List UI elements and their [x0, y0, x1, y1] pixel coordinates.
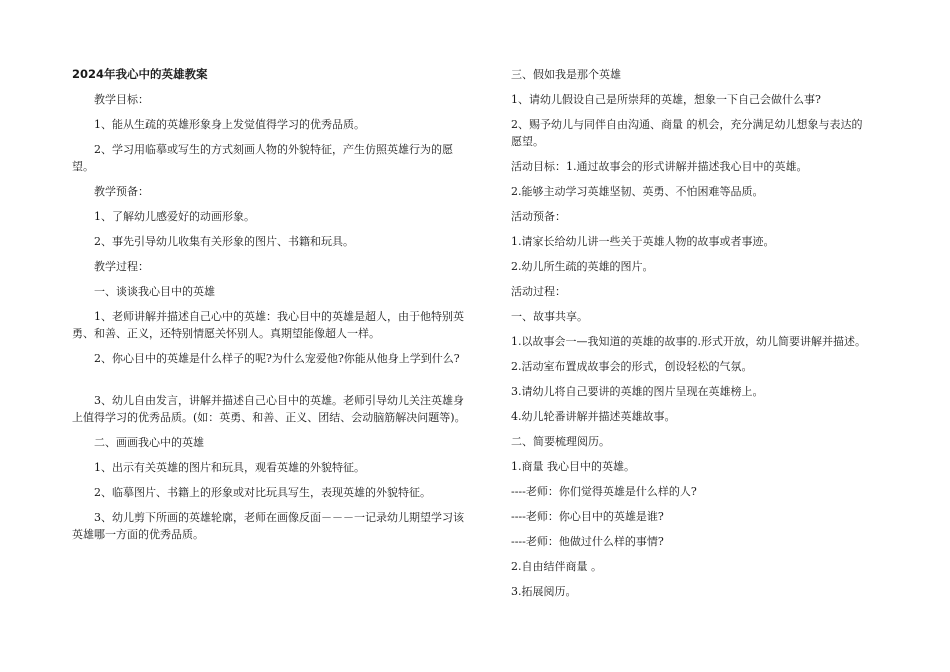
paragraph: 活动预备：: [511, 210, 566, 223]
paragraph: 3.请幼儿将自己要讲的英雄的图片呈现在英雄榜上。: [511, 385, 764, 398]
paragraph: 活动过程：: [511, 285, 566, 298]
paragraph: 1.以故事会一—我知道的英雄的故事的.形式开放，幼儿简要讲解并描述。: [511, 335, 866, 348]
paragraph: 4.幼儿轮番讲解并描述英雄故事。: [511, 410, 676, 423]
paragraph: 二、画画我心中的英雄: [94, 436, 204, 449]
paragraph: 1、出示有关英雄的图片和玩具，观看英雄的外貌特征。: [94, 461, 365, 474]
paragraph: 2.能够主动学习英雄坚韧、英勇、不怕困难等品质。: [511, 185, 764, 198]
paragraph: 教学目标：: [94, 93, 149, 106]
paragraph: 3.拓展阅历。: [511, 585, 577, 598]
left-column: [72, 66, 472, 551]
paragraph: 2、事先引导幼儿收集有关形象的图片、书籍和玩具。: [94, 235, 354, 248]
paragraph: 1、能从生疏的英雄形象身上发觉值得学习的优秀品质。: [94, 118, 365, 131]
paragraph: 教学过程：: [94, 260, 149, 273]
paragraph: 1.商量 我心目中的英雄。: [511, 460, 635, 473]
paragraph: 教学预备：: [94, 185, 149, 198]
paragraph: 1、了解幼儿感爱好的动画形象。: [94, 210, 255, 223]
paragraph: 二、简要梳理阅历。: [511, 435, 610, 448]
paragraph: 三、假如我是那个英雄: [511, 68, 621, 81]
paragraph: 1、老师讲解并描述自己心中的英雄：我心目中的英雄是超人，由于他特别英勇、和善、正义，还特别情愿关怀别人。真期望能像超人一样。: [72, 310, 464, 340]
paragraph: ----老师：他做过什么样的事情?: [511, 535, 664, 548]
paragraph: 2.幼儿所生疏的英雄的图片。: [511, 260, 654, 273]
paragraph: 2、你心目中的英雄是什么样子的呢?为什么宠爱他?你能从他身上学到什么?: [94, 352, 460, 365]
paragraph: 3、幼儿自由发言，讲解并描述自己心目中的英雄。老师引导幼儿关注英雄身上值得学习的优秀品质。(如：英勇、和善、正义、团结、会动脑筋解决问题等)。: [72, 394, 466, 424]
paragraph: ----老师：你心目中的英雄是谁?: [511, 510, 664, 523]
paragraph: 2.活动室布置成故事会的形式，创设轻松的气氛。: [511, 360, 753, 373]
paragraph: 2、临摹图片、书籍上的形象或对比玩具写生，表现英雄的外貌特征。: [94, 486, 431, 499]
paragraph: 一、谈谈我心目中的英雄: [94, 285, 215, 298]
paragraph: 2、学习用临摹或写生的方式刻画人物的外貌特征，产生仿照英雄行为的愿望。: [72, 143, 453, 173]
paragraph: 1、请幼儿假设自己是所崇拜的英雄，想象一下自己会做什么事?: [511, 93, 821, 106]
blank-line: [72, 375, 472, 392]
paragraph: 一、故事共享。: [511, 310, 588, 323]
paragraph: 3、幼儿剪下所画的英雄轮廓，老师在画像反面－－－一记录幼儿期望学习该英雄哪一方面的优秀品质。: [72, 511, 464, 541]
paragraph: 1.请家长给幼儿讲一些关于英雄人物的故事或者事迹。: [511, 235, 775, 248]
document-title: 2024年我心中的英雄教案: [72, 67, 208, 81]
paragraph: 活动目标：1.通过故事会的形式讲解并描述我心目中的英雄。: [511, 160, 808, 173]
right-column: [511, 66, 871, 608]
paragraph: ----老师：你们觉得英雄是什么样的人?: [511, 485, 697, 498]
paragraph: 2、赐予幼儿与同伴自由沟通、商量 的机会，充分满足幼儿想象与表达的愿望。: [511, 118, 863, 148]
paragraph: 2.自由结伴商量 。: [511, 560, 602, 573]
